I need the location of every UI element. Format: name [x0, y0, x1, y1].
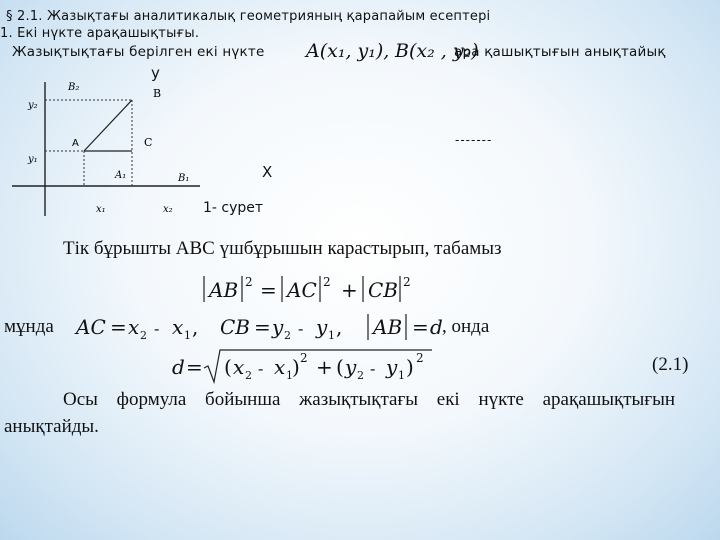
svg-text:d: d: [430, 315, 443, 339]
svg-text:2: 2: [300, 351, 308, 365]
point-b-formula: B(x₂ , y₂): [395, 40, 479, 62]
label-b1: B₁: [178, 173, 190, 184]
pythagoras-formula: [200, 266, 420, 312]
svg-text:2: 2: [403, 275, 411, 289]
intro-text-end: ара қашықтығын анықтайық: [454, 44, 666, 60]
svg-text:1: 1: [184, 329, 191, 342]
svg-text:+: +: [341, 278, 358, 302]
dash-line: -------: [455, 133, 493, 147]
label-x2: x₂: [163, 204, 173, 215]
svg-text:2: 2: [357, 369, 364, 382]
paragraph-1: Тік бұрышты АВС үшбұрышын карастырып, табамыз: [63, 238, 502, 259]
label-a1: A₁: [115, 170, 127, 181]
svg-text:,: ,: [336, 315, 343, 339]
svg-text:x: x: [128, 315, 140, 339]
subsection-title: 1. Екі нүкте арақашықтығы.: [0, 26, 200, 41]
svg-text:=: =: [260, 278, 277, 302]
svg-text:CB: CB: [220, 315, 250, 339]
svg-text:y: y: [272, 315, 284, 339]
y-axis-label: у: [151, 64, 160, 82]
svg-text:): ): [406, 355, 414, 379]
svg-text:1: 1: [286, 369, 293, 382]
svg-text:-: -: [370, 359, 376, 378]
svg-text:2: 2: [284, 329, 291, 342]
substitution-formulas: [72, 308, 444, 344]
label-b2: B₂: [68, 82, 80, 93]
svg-text:AC: AC: [287, 278, 317, 302]
label-c: C: [144, 136, 153, 149]
svg-text:2: 2: [245, 369, 252, 382]
figure-caption: 1- сурет: [203, 200, 264, 216]
svg-text:-: -: [298, 319, 304, 338]
x-axis-label: Х: [262, 163, 273, 181]
intro-text-start: Жазықтықтағы берілген екі нүкте: [12, 44, 265, 60]
svg-text:+: +: [316, 355, 333, 379]
svg-text:=: =: [254, 315, 271, 339]
svg-text:): ): [292, 355, 300, 379]
svg-text:,: ,: [192, 315, 199, 339]
svg-text:CB: CB: [368, 278, 398, 302]
svg-text:-: -: [154, 319, 160, 338]
svg-text:(: (: [336, 355, 344, 379]
svg-text:=: =: [186, 355, 203, 379]
label-b: B: [153, 87, 162, 100]
paragraph-2: Осы формула бойынша жазықтықтағы екі нүкте арақашықтығын: [63, 389, 676, 410]
svg-text:2: 2: [323, 275, 331, 289]
text-mynda: мұнда: [4, 316, 54, 337]
svg-text:x: x: [274, 355, 286, 379]
segment-ab: [84, 100, 132, 151]
svg-text:=: =: [110, 315, 127, 339]
svg-text:1: 1: [328, 329, 335, 342]
svg-text:2: 2: [140, 329, 147, 342]
equation-number: (2.1): [652, 354, 689, 375]
label-y1: y₁: [28, 154, 38, 165]
svg-text:AB: AB: [209, 278, 239, 302]
text-onda: , онда: [442, 316, 490, 337]
svg-text:-: -: [258, 359, 264, 378]
svg-text:2: 2: [245, 275, 253, 289]
distance-formula: [170, 344, 440, 388]
svg-text:1: 1: [398, 369, 405, 382]
svg-text:d: d: [172, 355, 185, 379]
section-title: § 2.1. Жазықтағы аналитикалық геометрияның қарапайым есептері: [6, 9, 491, 24]
svg-text:x: x: [172, 315, 184, 339]
geometry-figure: [0, 0, 300, 230]
svg-text:2: 2: [416, 351, 424, 365]
svg-text:x: x: [233, 355, 245, 379]
svg-text:y: y: [316, 315, 328, 339]
label-x1: x₁: [96, 204, 106, 215]
svg-text:AC: AC: [76, 315, 106, 339]
label-y2: y₂: [28, 100, 38, 111]
paragraph-3: анықтайды.: [4, 416, 99, 437]
svg-text:y: y: [345, 355, 357, 379]
svg-text:AB: AB: [373, 315, 403, 339]
svg-text:=: =: [412, 315, 429, 339]
label-a: A: [72, 138, 79, 149]
svg-text:(: (: [224, 355, 232, 379]
point-a-formula: A(x₁, y₁),: [306, 40, 390, 62]
svg-text:y: y: [386, 355, 398, 379]
